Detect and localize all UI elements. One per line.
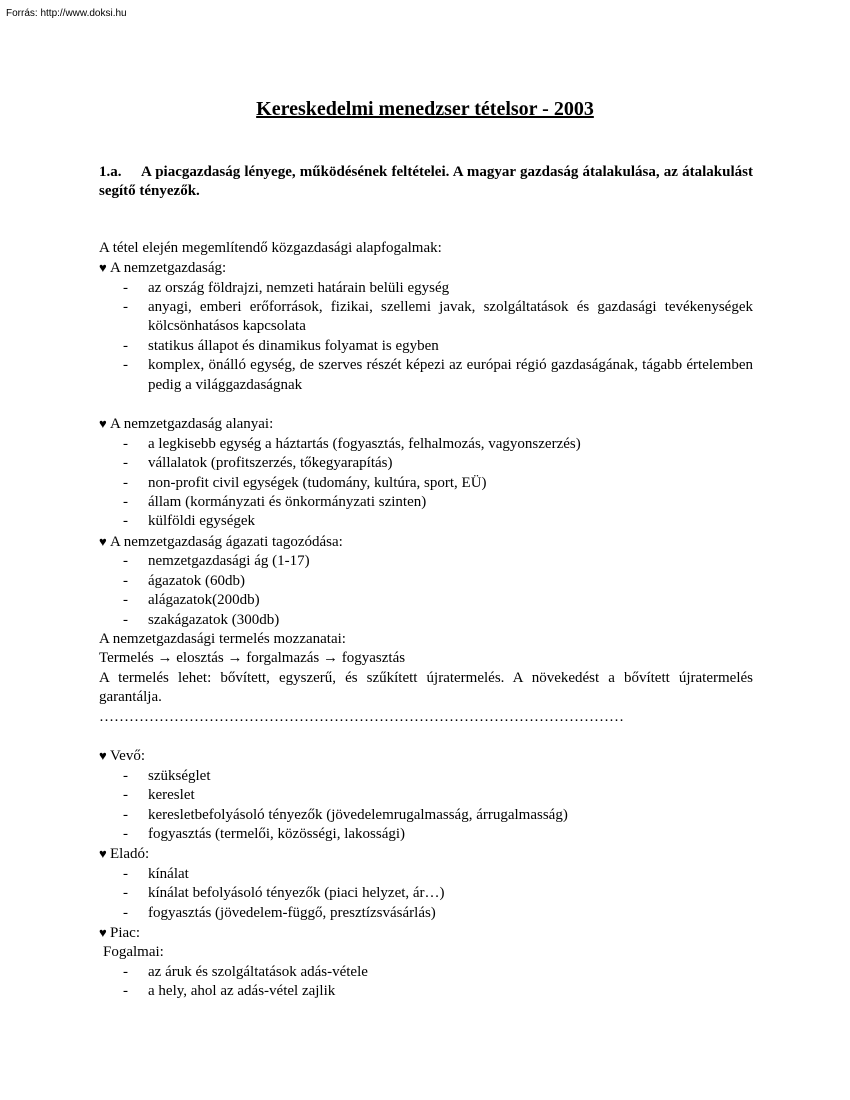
list-item — [99, 279, 753, 298]
list-item-text: kínálat befolyásoló tényezők (piaci helyzet, ár…) — [148, 885, 445, 902]
dash-marker: - — [123, 592, 128, 609]
list-item — [99, 356, 753, 395]
page-title: Kereskedelmi menedzser tételsor - 2003 — [256, 98, 594, 120]
heart-bullet-icon: ♥ — [99, 925, 107, 940]
list-item-text: statikus állapot és dinamikus folyamat is egyben — [148, 337, 439, 354]
termeles-flow: Termelés → elosztás → forgalmazás → fogyasztás — [99, 650, 406, 667]
topic-heading — [99, 163, 753, 202]
dash-marker: - — [123, 474, 128, 491]
list-agazati — [99, 552, 753, 630]
list-item — [99, 493, 753, 512]
heart-bullet-icon: ♥ — [99, 533, 107, 549]
section-heading-agazati — [99, 532, 753, 552]
heart-bullet-icon: ♥ — [99, 748, 107, 764]
list-item — [99, 982, 753, 1001]
termeles-text: A termelés lehet: bővített, egyszerű, és szűkített újratermelés. A növekedést a bővített újratermelés garantálja. — [99, 669, 753, 706]
dash-marker: - — [123, 455, 128, 472]
section-title: Piac: — [110, 925, 140, 941]
heart-bullet-icon: ♥ — [99, 846, 107, 862]
list-item — [99, 512, 753, 531]
list-item-text: kereslet — [148, 787, 195, 804]
dash-marker: - — [123, 825, 128, 842]
list-piac — [99, 963, 753, 1002]
dash-marker: - — [123, 865, 128, 882]
section-heading-piac — [99, 923, 753, 943]
list-item — [99, 825, 753, 844]
dash-marker: - — [123, 279, 128, 296]
section-heading-nemzetgazdasag — [99, 258, 753, 278]
list-item-text: az ország földrajzi, nemzeti határain belüli egység — [148, 279, 450, 296]
list-item-text: az áruk és szolgáltatások adás-vétele — [148, 963, 368, 980]
heart-bullet-icon: ♥ — [99, 416, 107, 432]
list-item — [99, 435, 753, 454]
dotted-separator: …………………………………………………………………………………………… — [99, 708, 624, 725]
list-item-text: vállalatok (profitszerzés, tőkegyarapítás) — [148, 455, 393, 472]
list-item-text: alágazatok(200db) — [148, 592, 260, 609]
list-vevo — [99, 767, 753, 845]
list-item-text: szükséglet — [148, 767, 211, 784]
dash-marker: - — [123, 963, 128, 980]
piac-subtitle: Fogalmai: — [103, 944, 164, 961]
section-title: A nemzetgazdaság: — [110, 260, 227, 277]
dash-marker: - — [123, 553, 128, 570]
dash-marker: - — [123, 611, 128, 628]
list-item — [99, 786, 753, 805]
list-item-text: fogyasztás (termelői, közösségi, lakossági) — [148, 825, 406, 842]
list-item-text: állam (kormányzati és önkormányzati szinten) — [148, 494, 427, 511]
dash-marker: - — [123, 299, 128, 316]
dash-marker: - — [123, 513, 128, 530]
list-item-text: a hely, ahol az adás-vétel zajlik — [148, 983, 336, 1000]
dash-marker: - — [123, 357, 128, 374]
list-item-text: komplex, önálló egység, de szerves részét képezi az európai régió gazdaságának, tágabb értelemben pedig a világgazdaságnak — [148, 357, 753, 393]
list-item — [99, 767, 753, 786]
dash-marker: - — [123, 885, 128, 902]
list-item-text: a legkisebb egység a háztartás (fogyasztás, felhalmozás, vagyonszerzés) — [148, 435, 581, 452]
heart-bullet-icon: ♥ — [99, 260, 107, 276]
list-item-text: kínálat — [148, 865, 189, 882]
list-item — [99, 298, 753, 337]
list-item — [99, 337, 753, 356]
list-item-text: anyagi, emberi erőforrások, fizikai, szellemi javak, szolgáltatások és gazdasági tevékenységek kölcsönhatásos kapcsolata — [148, 299, 753, 335]
section-title: A nemzetgazdaság alanyai: — [110, 416, 274, 433]
list-item-text: non-profit civil egységek (tudomány, kultúra, sport, EÜ) — [148, 474, 487, 491]
list-item — [99, 552, 753, 571]
dash-marker: - — [123, 494, 128, 511]
dash-marker: - — [123, 767, 128, 784]
dash-marker: - — [123, 904, 128, 921]
document-body — [99, 163, 753, 1002]
list-item — [99, 572, 753, 591]
termeles-mozzanatai: A nemzetgazdasági termelés mozzanatai: — [99, 630, 346, 647]
list-item — [99, 474, 753, 493]
list-item — [99, 865, 753, 884]
list-item-text: keresletbefolyásoló tényezők (jövedelemrugalmasság, árrugalmasság) — [148, 806, 568, 823]
section-heading-vevo — [99, 746, 753, 766]
list-item — [99, 591, 753, 610]
section-heading-elado — [99, 844, 753, 864]
list-nemzetgazdasag — [99, 279, 753, 395]
section-title: Eladó: — [110, 846, 150, 863]
list-item — [99, 454, 753, 473]
source-line: Forrás: http://www.doksi.hu — [6, 8, 127, 19]
list-item-text: szakágazatok (300db) — [148, 611, 280, 628]
section-title: A nemzetgazdaság ágazati tagozódása: — [110, 533, 343, 550]
dash-marker: - — [123, 435, 128, 452]
list-item — [99, 611, 753, 630]
list-item — [99, 963, 753, 982]
dash-marker: - — [123, 572, 128, 589]
topic-number: 1.a. — [99, 164, 122, 180]
list-item-text: fogyasztás (jövedelem-függő, presztízsvásárlás) — [148, 904, 436, 921]
dash-marker: - — [123, 337, 128, 354]
intro-text: A tétel elején megemlítendő közgazdasági alapfogalmak: — [99, 239, 442, 256]
list-item-text: ágazatok (60db) — [148, 572, 246, 589]
dash-marker: - — [123, 806, 128, 823]
list-item — [99, 904, 753, 923]
topic-heading-text: A piacgazdaság lényege, működésének feltételei. A magyar gazdaság átalakulása, az átalakulást segítő tényezők. — [99, 164, 753, 200]
list-item-text: nemzetgazdasági ág (1-17) — [148, 553, 310, 570]
section-title: Vevő: — [110, 748, 145, 765]
list-item — [99, 884, 753, 903]
list-elado — [99, 865, 753, 923]
dash-marker: - — [123, 787, 128, 804]
list-item-text: külföldi egységek — [148, 513, 256, 530]
list-item — [99, 806, 753, 825]
section-heading-alanyai — [99, 414, 753, 434]
list-alanyai — [99, 435, 753, 532]
dash-marker: - — [123, 983, 128, 1000]
